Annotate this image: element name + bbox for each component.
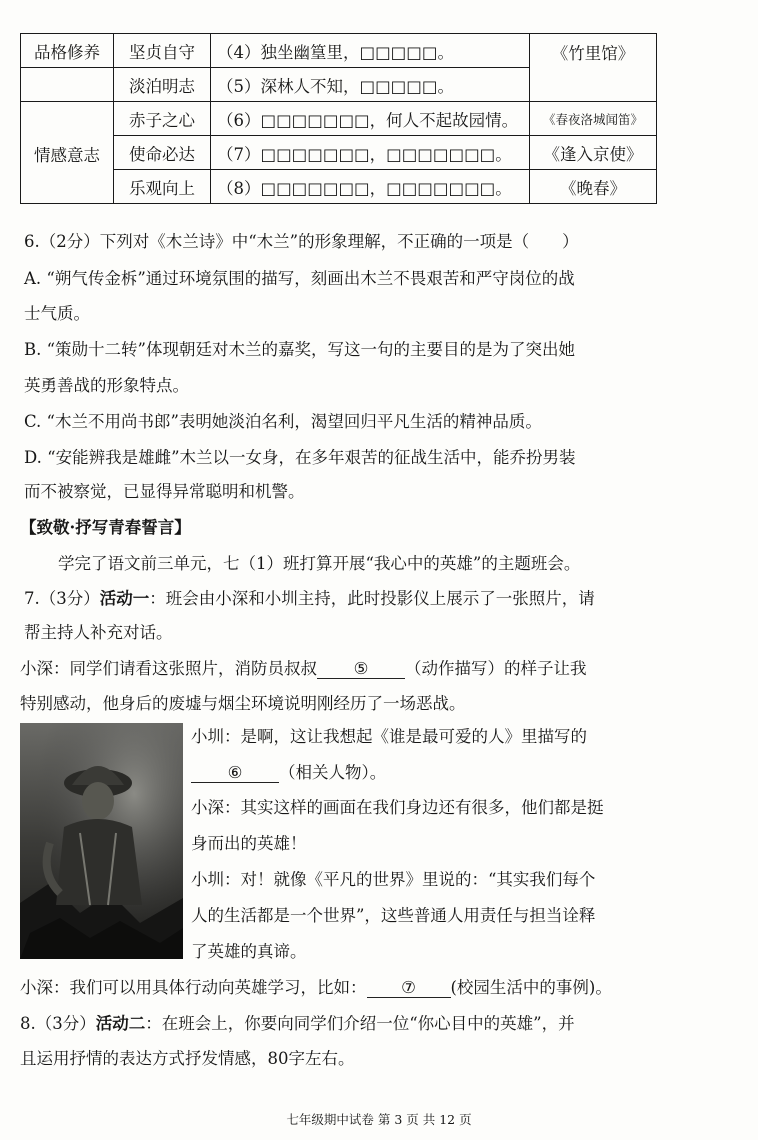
theme-cell: 淡泊明志 xyxy=(114,68,211,102)
poetry-table xyxy=(20,33,657,204)
q6-option-c: C. “木兰不用尚书郎”表明她淡泊名利，渴望回归平凡生活的精神品质。 xyxy=(24,412,542,431)
dialog-xiaozhen-1: 小圳：是啊，这让我想起《谁是最可爱的人》里描写的 xyxy=(191,727,587,746)
category-cell xyxy=(21,68,114,102)
category-cell: 情感意志 xyxy=(21,102,114,204)
dialog-xiaoshen-1 xyxy=(20,655,587,679)
q6-option-a-line1: A. “朔气传金柝”通过环境氛围的描写，刻画出木兰不畏艰苦和严守岗位的战 xyxy=(24,269,575,288)
table-row xyxy=(21,136,657,170)
theme-cell: 坚贞自守 xyxy=(114,34,211,68)
q6-option-b-line2: 英勇善战的形象特点。 xyxy=(24,376,189,395)
dialog-xiaoshen-3 xyxy=(20,974,612,998)
theme-cell: 乐观向上 xyxy=(114,170,211,204)
dialog-xiaozhen-2-line3: 了英雄的真谛。 xyxy=(191,942,307,961)
table-row xyxy=(21,102,657,136)
source-cell: 《晚春》 xyxy=(530,170,657,204)
dialog-text: （动作描写）的样子让我 xyxy=(405,659,587,678)
source-cell: 《春夜洛城闻笛》 xyxy=(530,102,657,136)
source-cell: 《竹里馆》 xyxy=(530,34,657,102)
q7-text: ：班会由小深和小圳主持，此时投影仪上展示了一张照片，请 xyxy=(149,589,595,608)
q8-line1 xyxy=(20,1010,575,1034)
dialog-text: 小深：同学们请看这张照片，消防员叔叔 xyxy=(20,659,317,678)
dialog-xiaoshen-2-cont: 身而出的英雄！ xyxy=(191,834,307,853)
q7-activity-label: 活动一 xyxy=(99,589,150,608)
q8-line2: 且运用抒情的表达方式抒发情感，80字左右。 xyxy=(20,1049,355,1068)
dialog-xiaoshen-2: 小深：其实这样的画面在我们身边还有很多，他们都是挺 xyxy=(191,798,604,817)
dialog-xiaozhen-2: 小圳：对！就像《平凡的世界》里说的：“其实我们每个 xyxy=(191,870,596,889)
q8-activity-label: 活动二 xyxy=(95,1014,146,1033)
page-footer: 七年级期中试卷 第 3 页 共 12 页 xyxy=(286,1112,472,1127)
source-cell: 《逢入京使》 xyxy=(530,136,657,170)
dialog-text: 小深：我们可以用具体行动向英雄学习，比如： xyxy=(20,978,367,997)
line-cell: （6）□□□□□□□，何人不起故园情。 xyxy=(211,102,530,136)
table-row xyxy=(21,170,657,204)
q7-line1 xyxy=(24,585,595,609)
q8-text: ：在班会上，你要向同学们介绍一位“你心目中的英雄”，并 xyxy=(145,1014,575,1033)
q6-option-a-line2: 士气质。 xyxy=(24,304,90,323)
firefighter-photo xyxy=(20,723,183,959)
answer-blank-5[interactable]: ⑤ xyxy=(317,659,405,679)
dialog-xiaoshen-1-cont: 特别感动，他身后的废墟与烟尘环境说明刚经历了一场恶战。 xyxy=(20,694,466,713)
line-cell: （7）□□□□□□□，□□□□□□□。 xyxy=(211,136,530,170)
section-intro: 学完了语文前三单元，七（1）班打算开展“我心中的英雄”的主题班会。 xyxy=(58,554,581,573)
q6-stem: 6.（2分）下列对《木兰诗》中“木兰”的形象理解，不正确的一项是（ ） xyxy=(24,232,579,251)
q7-line2: 帮主持人补充对话。 xyxy=(24,623,173,642)
answer-blank-6[interactable]: ⑥ xyxy=(191,763,279,783)
dialog-xiaozhen-2-line2: 人的生活都是一个世界”，这些普通人用责任与担当诠释 xyxy=(191,906,596,925)
q7-number: 7.（3分） xyxy=(24,589,100,608)
q6-option-b-line1: B. “策勋十二转”体现朝廷对木兰的嘉奖，写这一句的主要目的是为了突出她 xyxy=(24,340,575,359)
q6-option-d-line2: 而不被察觉，已显得异常聪明和机警。 xyxy=(24,482,305,501)
table-row xyxy=(21,34,657,68)
section-heading: 【致敬·抒写青春誓言】 xyxy=(20,518,191,537)
dialog-xiaozhen-1-cont xyxy=(191,759,386,783)
dialog-text: (校园生活中的事例)。 xyxy=(450,978,612,997)
q8-number: 8.（3分） xyxy=(20,1014,96,1033)
theme-cell: 赤子之心 xyxy=(114,102,211,136)
line-cell: （4）独坐幽篁里，□□□□□。 xyxy=(211,34,530,68)
category-cell: 品格修养 xyxy=(21,34,114,68)
theme-cell: 使命必达 xyxy=(114,136,211,170)
dialog-text: （相关人物）。 xyxy=(279,763,387,782)
line-cell: （5）深林人不知，□□□□□。 xyxy=(211,68,530,102)
q6-option-d-line1: D. “安能辨我是雄雌”木兰以一女身，在多年艰苦的征战生活中，能乔扮男装 xyxy=(24,448,576,467)
line-cell: （8）□□□□□□□，□□□□□□□。 xyxy=(211,170,530,204)
answer-blank-7[interactable]: ⑦ xyxy=(367,978,451,998)
